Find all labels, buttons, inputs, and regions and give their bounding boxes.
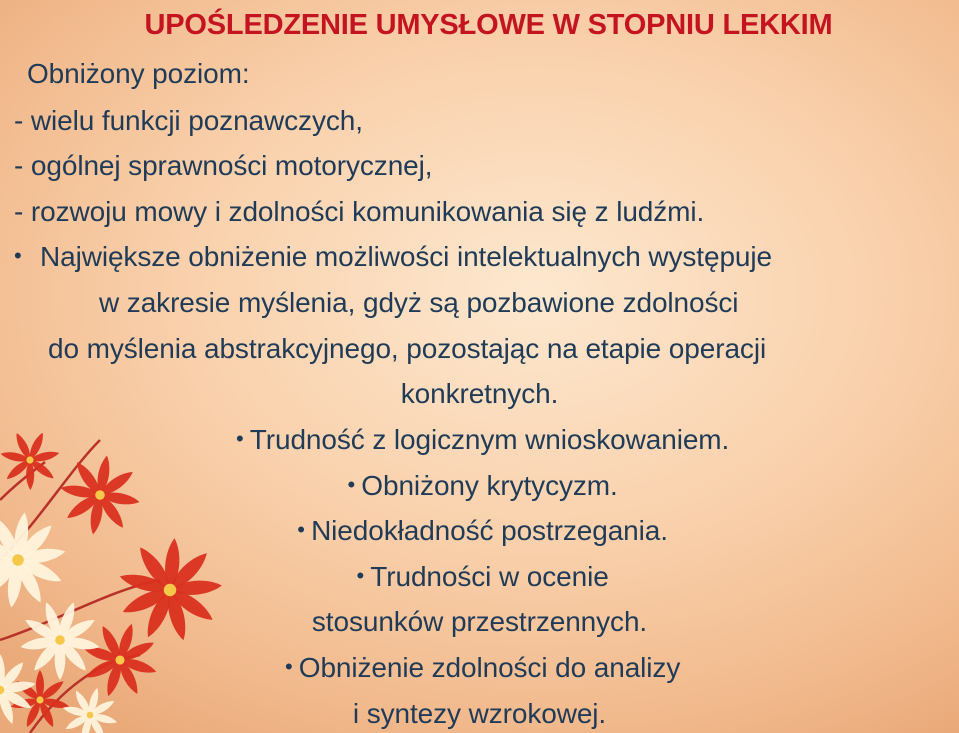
bullet-item-spatial-line-2: stosunków przestrzennych.: [311, 606, 648, 637]
bullet-item-spatial: • Trudności w ocenie: [0, 560, 959, 596]
bullet-item-thinking: • Największe obniżenie możliwości intelektualnych występuje: [14, 241, 772, 272]
intro-item-motor: - ogólnej sprawności motorycznej,: [14, 150, 433, 181]
bullet-icon: •: [284, 654, 293, 679]
slide-title: UPOŚLEDZENIE UMYSŁOWE W STOPNIU LEKKIM: [144, 9, 833, 41]
bullet-icon: •: [297, 517, 305, 542]
bullet-item-criticism: • Obniżony krytycyzm.: [0, 469, 959, 505]
bullet-item-thinking-line-4: konkretnych.: [400, 378, 559, 409]
bullet-icon: •: [347, 472, 356, 497]
bullet-item-perception: • Niedokładność postrzegania.: [0, 514, 959, 550]
bullet-icon: •: [235, 426, 244, 451]
bullet-item-logic: • Trudność z logicznym wnioskowaniem.: [0, 423, 959, 459]
bullet-item-visual-analysis: • Obniżenie zdolności do analizy: [0, 651, 959, 687]
bullet-item-visual-analysis-line-2: i syntezy wzrokowej.: [352, 698, 607, 729]
bullet-icon: •: [356, 563, 365, 588]
intro-item-cognitive: - wielu funkcji poznawczych,: [14, 105, 363, 136]
bullet-icon: •: [14, 243, 22, 268]
bullet-item-thinking-line-3: do myślenia abstrakcyjnego, pozostając na etapie operacji: [48, 333, 767, 364]
intro-heading: Obniżony poziom:: [27, 58, 250, 89]
bullet-item-thinking-line-2: w zakresie myślenia, gdyż są pozbawione zdolności: [99, 287, 739, 318]
intro-item-speech: - rozwoju mowy i zdolności komunikowania się z ludźmi.: [14, 196, 705, 227]
